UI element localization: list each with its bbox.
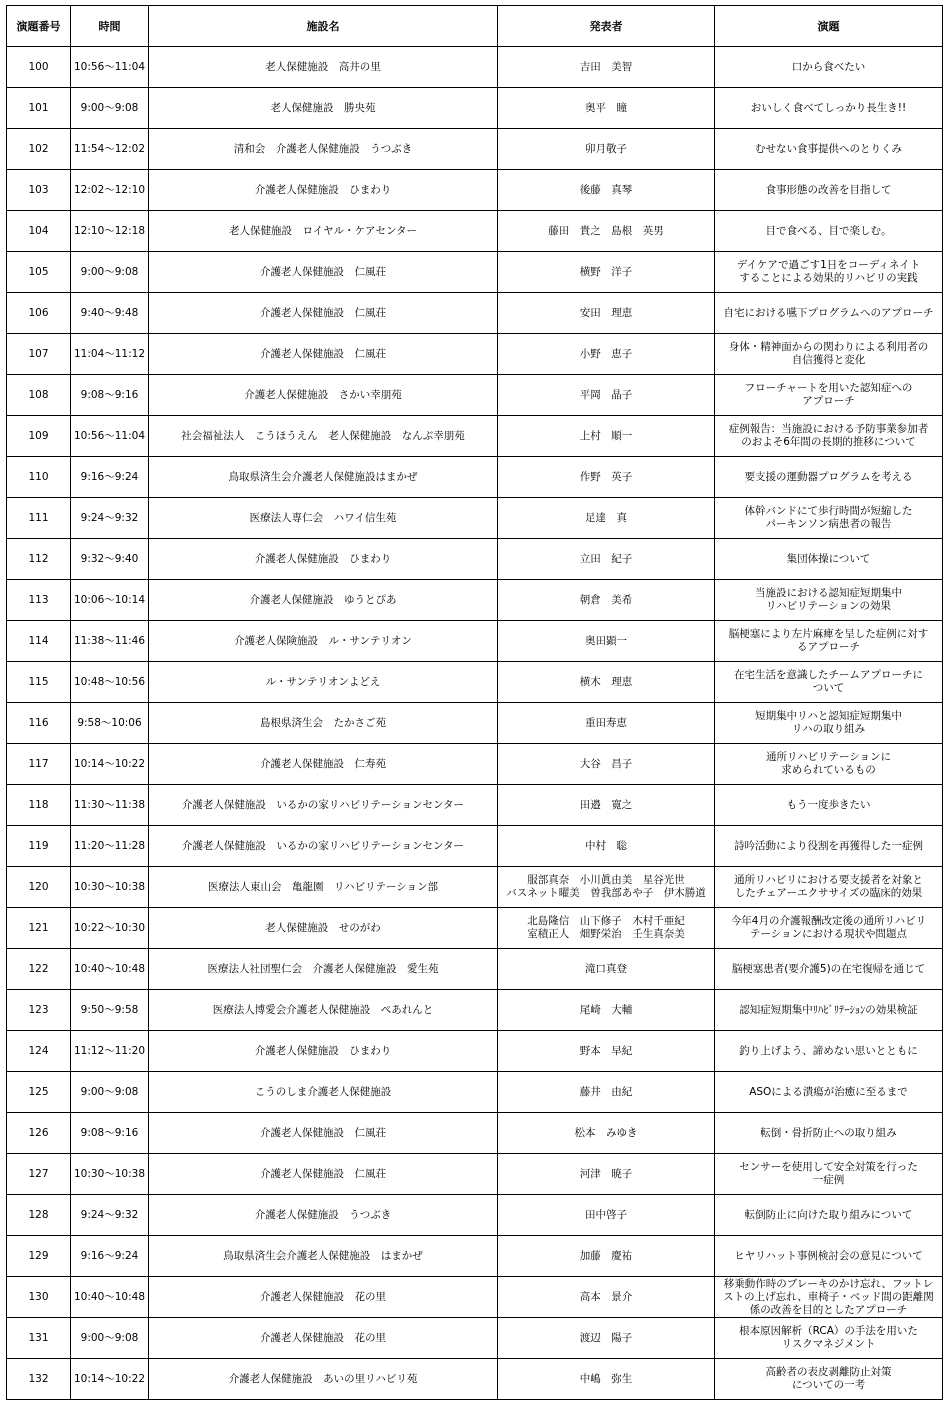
cell-time: 10:30～10:38 (71, 867, 149, 908)
cell-time: 9:40～9:48 (71, 293, 149, 334)
cell-title: 短期集中リハと認知症短期集中 リハの取り組み (715, 703, 943, 744)
table-row (7, 293, 943, 334)
cell-facility: こうのしま介護老人保健施設 (149, 1072, 498, 1113)
table-row (7, 211, 943, 252)
table-row (7, 826, 943, 867)
cell-time: 10:56～11:04 (71, 416, 149, 457)
cell-number: 119 (7, 826, 71, 867)
cell-number: 117 (7, 744, 71, 785)
cell-presenter: 加藤 慶祐 (498, 1236, 715, 1277)
cell-title: フローチャートを用いた認知症への アプローチ (715, 375, 943, 416)
cell-presenter: 作野 英子 (498, 457, 715, 498)
cell-number: 124 (7, 1031, 71, 1072)
cell-number: 126 (7, 1113, 71, 1154)
cell-number: 121 (7, 908, 71, 949)
cell-number: 130 (7, 1277, 71, 1318)
table-row (7, 47, 943, 88)
cell-presenter: 尾崎 大輔 (498, 990, 715, 1031)
table-row (7, 88, 943, 129)
cell-presenter: 吉田 美智 (498, 47, 715, 88)
cell-presenter: 安田 理恵 (498, 293, 715, 334)
cell-title: おいしく食べてしっかり長生き!! (715, 88, 943, 129)
cell-facility: 社会福祉法人 こうほうえん 老人保健施設 なんぶ幸朋苑 (149, 416, 498, 457)
cell-facility: 介護老人保健施設 ひまわり (149, 539, 498, 580)
cell-number: 120 (7, 867, 71, 908)
cell-presenter: 野本 早紀 (498, 1031, 715, 1072)
cell-presenter: 藤田 貴之 島根 英男 (498, 211, 715, 252)
cell-number: 118 (7, 785, 71, 826)
cell-title: 今年4月の介護報酬改定後の通所リハビリ テーションにおける現状や問題点 (715, 908, 943, 949)
cell-time: 10:48～10:56 (71, 662, 149, 703)
cell-presenter: 横木 理恵 (498, 662, 715, 703)
cell-presenter: 重田寿恵 (498, 703, 715, 744)
cell-title: 転倒・骨折防止への取り組み (715, 1113, 943, 1154)
cell-number: 108 (7, 375, 71, 416)
cell-presenter: 卯月敬子 (498, 129, 715, 170)
table-row (7, 1318, 943, 1359)
cell-presenter: 大谷 昌子 (498, 744, 715, 785)
table-row (7, 252, 943, 293)
header-number: 演題番号 (7, 6, 71, 47)
cell-time: 11:30～11:38 (71, 785, 149, 826)
cell-facility: 介護老人保健施設 ゆうとぴあ (149, 580, 498, 621)
cell-presenter: 高本 景介 (498, 1277, 715, 1318)
cell-number: 123 (7, 990, 71, 1031)
table-row (7, 1154, 943, 1195)
cell-title: 根本原因解析（RCA）の手法を用いた リスクマネジメント (715, 1318, 943, 1359)
cell-presenter: 平岡 晶子 (498, 375, 715, 416)
cell-number: 132 (7, 1359, 71, 1400)
cell-number: 103 (7, 170, 71, 211)
table-row (7, 867, 943, 908)
cell-presenter: 田邉 寛之 (498, 785, 715, 826)
cell-time: 11:54～12:02 (71, 129, 149, 170)
cell-time: 12:10～12:18 (71, 211, 149, 252)
cell-time: 9:50～9:58 (71, 990, 149, 1031)
table-row (7, 1277, 943, 1318)
cell-facility: 介護老人保健施設 仁風荘 (149, 252, 498, 293)
cell-number: 106 (7, 293, 71, 334)
cell-presenter: 後藤 真琴 (498, 170, 715, 211)
cell-number: 129 (7, 1236, 71, 1277)
cell-presenter: 渡辺 陽子 (498, 1318, 715, 1359)
cell-facility: 医療法人社団聖仁会 介護老人保健施設 愛生苑 (149, 949, 498, 990)
cell-time: 10:14～10:22 (71, 1359, 149, 1400)
cell-title: 自宅における嚥下プログラムへのアプローチ (715, 293, 943, 334)
cell-facility: 老人保健施設 高井の里 (149, 47, 498, 88)
cell-title: もう一度歩きたい (715, 785, 943, 826)
table-row (7, 416, 943, 457)
cell-facility: 介護老人保健施設 さかい幸朋苑 (149, 375, 498, 416)
cell-time: 9:00～9:08 (71, 1072, 149, 1113)
cell-number: 116 (7, 703, 71, 744)
cell-time: 9:08～9:16 (71, 1113, 149, 1154)
cell-title: 在宅生活を意識したチームアプローチに ついて (715, 662, 943, 703)
cell-time: 10:06～10:14 (71, 580, 149, 621)
table-row (7, 1236, 943, 1277)
cell-title: 食事形態の改善を目指して (715, 170, 943, 211)
cell-facility: 介護老人保健施設 いるかの家リハビリテーションセンター (149, 826, 498, 867)
cell-facility: 医療法人専仁会 ハワイ信生苑 (149, 498, 498, 539)
cell-facility: 老人保健施設 勝央苑 (149, 88, 498, 129)
table-row (7, 1113, 943, 1154)
table-row (7, 580, 943, 621)
table-row (7, 908, 943, 949)
cell-title: 身体・精神面からの関わりによる利用者の 自信獲得と変化 (715, 334, 943, 375)
cell-facility: 医療法人博愛会介護老人保健施設 ぺあれんと (149, 990, 498, 1031)
header-facility: 施設名 (149, 6, 498, 47)
cell-time: 9:32～9:40 (71, 539, 149, 580)
cell-title: 体幹バンドにて歩行時間が短縮した パーキンソン病患者の報告 (715, 498, 943, 539)
cell-number: 131 (7, 1318, 71, 1359)
presentation-schedule-table (6, 5, 943, 1400)
cell-title: むせない食事提供へのとりくみ (715, 129, 943, 170)
header-presenter: 発表者 (498, 6, 715, 47)
cell-time: 10:40～10:48 (71, 949, 149, 990)
cell-time: 9:24～9:32 (71, 1195, 149, 1236)
cell-time: 10:56～11:04 (71, 47, 149, 88)
table-row (7, 744, 943, 785)
cell-time: 10:14～10:22 (71, 744, 149, 785)
cell-presenter: 奥平 瞳 (498, 88, 715, 129)
cell-number: 105 (7, 252, 71, 293)
table-row (7, 990, 943, 1031)
cell-number: 115 (7, 662, 71, 703)
cell-facility: 島根県済生会 たかさご苑 (149, 703, 498, 744)
cell-facility: 介護老人保健施設 あいの里リハビリ苑 (149, 1359, 498, 1400)
cell-facility: 介護老人保健施設 いるかの家リハビリテーションセンター (149, 785, 498, 826)
cell-title: 当施設における認知症短期集中 リハビリテーションの効果 (715, 580, 943, 621)
cell-facility: 鳥取県済生会介護老人保健施設 はまかぜ (149, 1236, 498, 1277)
table-row (7, 170, 943, 211)
cell-presenter: 立田 紀子 (498, 539, 715, 580)
cell-number: 101 (7, 88, 71, 129)
table-row (7, 498, 943, 539)
cell-time: 9:08～9:16 (71, 375, 149, 416)
cell-title: 移乗動作時のブレーキのかけ忘れ、フットレ ストの上げ忘れ、車椅子・ベッド間の距離関 係の改善を目的としたアプローチ (715, 1277, 943, 1318)
cell-facility: 介護老人保健施設 仁風荘 (149, 334, 498, 375)
cell-number: 122 (7, 949, 71, 990)
cell-facility: 介護老人保健施設 仁風荘 (149, 1113, 498, 1154)
header-title: 演題 (715, 6, 943, 47)
cell-title: ヒヤリハット事例検討会の意見について (715, 1236, 943, 1277)
cell-time: 11:20～11:28 (71, 826, 149, 867)
table-row (7, 334, 943, 375)
cell-title: 詩吟活動により役割を再獲得した一症例 (715, 826, 943, 867)
table-row (7, 621, 943, 662)
cell-presenter: 松本 みゆき (498, 1113, 715, 1154)
cell-facility: 介護老人保健施設 仁風荘 (149, 293, 498, 334)
cell-title: 脳梗塞患者(要介護5)の在宅復帰を通じて (715, 949, 943, 990)
cell-presenter: 滝口真登 (498, 949, 715, 990)
cell-facility: 鳥取県済生会介護老人保健施設はまかぜ (149, 457, 498, 498)
cell-title: 転倒防止に向けた取り組みについて (715, 1195, 943, 1236)
cell-number: 127 (7, 1154, 71, 1195)
cell-time: 9:00～9:08 (71, 1318, 149, 1359)
cell-facility: ル・サンテリオンよどえ (149, 662, 498, 703)
cell-presenter: 足達 真 (498, 498, 715, 539)
cell-presenter: 中嶋 弥生 (498, 1359, 715, 1400)
cell-title: 通所リハビリにおける要支援者を対象と したチェアーエクササイズの臨床的効果 (715, 867, 943, 908)
cell-presenter: 中村 聡 (498, 826, 715, 867)
table-row (7, 375, 943, 416)
cell-presenter: 小野 恵子 (498, 334, 715, 375)
table-row (7, 129, 943, 170)
cell-title: 認知症短期集中ﾘﾊﾋﾞﾘﾃｰｼｮﾝの効果検証 (715, 990, 943, 1031)
cell-number: 110 (7, 457, 71, 498)
cell-time: 9:16～9:24 (71, 1236, 149, 1277)
cell-presenter: 北島隆信 山下修子 木村千亜紀 室積正人 畑野栄治 壬生真奈美 (498, 908, 715, 949)
cell-title: 脳梗塞により左片麻痺を呈した症例に対す るアプローチ (715, 621, 943, 662)
cell-title: 釣り上げよう、諦めない思いとともに (715, 1031, 943, 1072)
cell-number: 102 (7, 129, 71, 170)
cell-presenter: 服部真奈 小川眞由美 星谷光世 バスネット曜美 曽我部あや子 伊木勝道 (498, 867, 715, 908)
table-row (7, 662, 943, 703)
cell-presenter: 朝倉 美希 (498, 580, 715, 621)
table-row (7, 1072, 943, 1113)
cell-facility: 介護老人保健施設 花の里 (149, 1277, 498, 1318)
cell-time: 9:24～9:32 (71, 498, 149, 539)
table-row (7, 1359, 943, 1400)
cell-facility: 医療法人東山会 亀龍園 リハビリテーション部 (149, 867, 498, 908)
table-row (7, 785, 943, 826)
cell-time: 10:30～10:38 (71, 1154, 149, 1195)
cell-time: 12:02～12:10 (71, 170, 149, 211)
cell-presenter: 上村 順一 (498, 416, 715, 457)
cell-number: 107 (7, 334, 71, 375)
cell-number: 114 (7, 621, 71, 662)
header-time: 時間 (71, 6, 149, 47)
cell-facility: 介護老人保健施設 うつぶき (149, 1195, 498, 1236)
cell-number: 125 (7, 1072, 71, 1113)
cell-time: 9:58～10:06 (71, 703, 149, 744)
cell-number: 104 (7, 211, 71, 252)
cell-time: 10:40～10:48 (71, 1277, 149, 1318)
header-row (7, 6, 943, 47)
cell-facility: 介護老人保健施設 仁風荘 (149, 1154, 498, 1195)
cell-facility: 介護老人保健施設 ひまわり (149, 170, 498, 211)
cell-facility: 介護老人保健施設 ひまわり (149, 1031, 498, 1072)
cell-title: センサーを使用して安全対策を行った 一症例 (715, 1154, 943, 1195)
cell-title: 要支援の運動器プログラムを考える (715, 457, 943, 498)
table-row (7, 457, 943, 498)
cell-title: 口から食べたい (715, 47, 943, 88)
cell-time: 9:00～9:08 (71, 252, 149, 293)
cell-number: 113 (7, 580, 71, 621)
cell-title: 症例報告：当施設における予防事業参加者 のおよそ6年間の長期的推移について (715, 416, 943, 457)
cell-presenter: 河津 暁子 (498, 1154, 715, 1195)
cell-time: 11:12～11:20 (71, 1031, 149, 1072)
cell-time: 11:38～11:46 (71, 621, 149, 662)
cell-presenter: 田中啓子 (498, 1195, 715, 1236)
cell-time: 11:04～11:12 (71, 334, 149, 375)
cell-title: デイケアで過ごす1日をコーディネイト することによる効果的リハビリの実践 (715, 252, 943, 293)
table-row (7, 539, 943, 580)
cell-title: 目で食べる、目で楽しむ。 (715, 211, 943, 252)
table-row (7, 703, 943, 744)
cell-time: 10:22～10:30 (71, 908, 149, 949)
cell-number: 128 (7, 1195, 71, 1236)
cell-facility: 介護老人保健施設 花の里 (149, 1318, 498, 1359)
cell-number: 111 (7, 498, 71, 539)
cell-time: 9:16～9:24 (71, 457, 149, 498)
cell-facility: 老人保健施設 せのがわ (149, 908, 498, 949)
cell-title: 高齢者の表皮剥離防止対策 についての一考 (715, 1359, 943, 1400)
cell-number: 109 (7, 416, 71, 457)
cell-time: 9:00～9:08 (71, 88, 149, 129)
cell-presenter: 奥田顕一 (498, 621, 715, 662)
cell-facility: 介護老人保険施設 ル・サンテリオン (149, 621, 498, 662)
cell-title: 集団体操について (715, 539, 943, 580)
cell-title: 通所リハビリテーションに 求められているもの (715, 744, 943, 785)
cell-number: 112 (7, 539, 71, 580)
cell-presenter: 横野 洋子 (498, 252, 715, 293)
cell-presenter: 藤井 由紀 (498, 1072, 715, 1113)
cell-facility: 介護老人保健施設 仁寿苑 (149, 744, 498, 785)
cell-number: 100 (7, 47, 71, 88)
table-row (7, 949, 943, 990)
cell-title: ASOによる潰瘍が治癒に至るまで (715, 1072, 943, 1113)
cell-facility: 老人保健施設 ロイヤル・ケアセンター (149, 211, 498, 252)
table-row (7, 1031, 943, 1072)
cell-facility: 清和会 介護老人保健施設 うつぶき (149, 129, 498, 170)
table-row (7, 1195, 943, 1236)
